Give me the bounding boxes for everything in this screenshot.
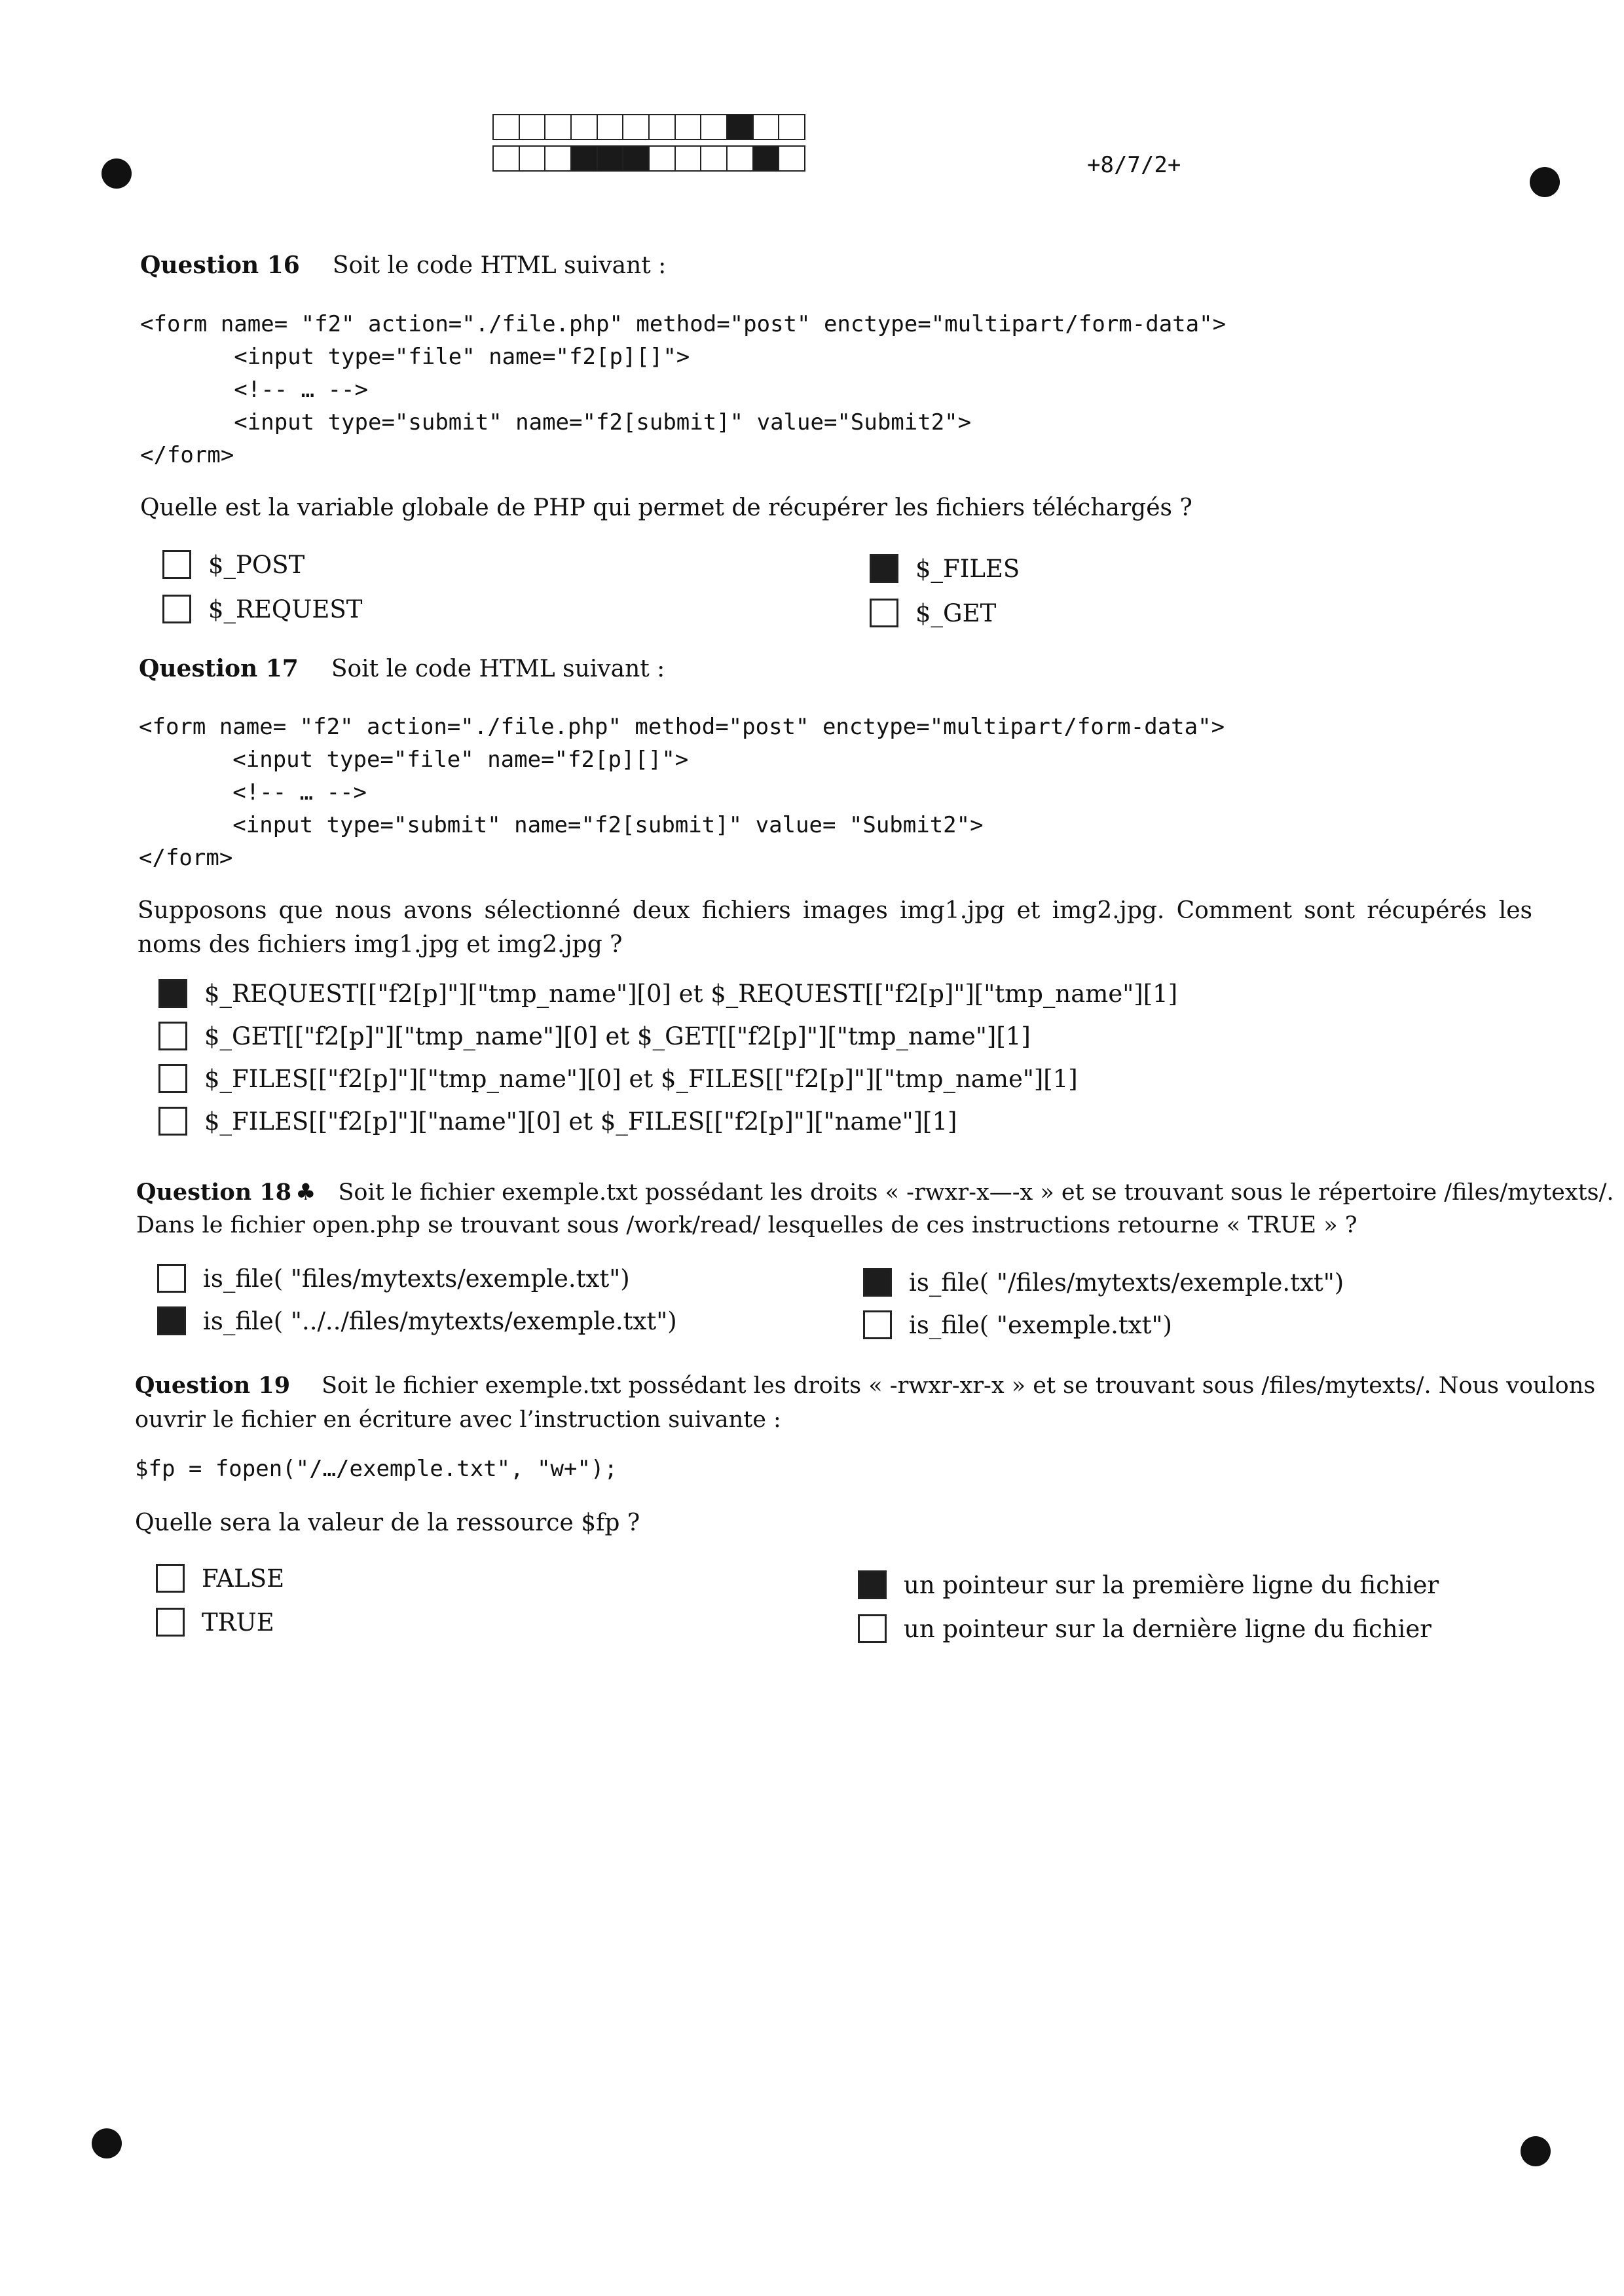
barcode-cell bbox=[650, 147, 676, 170]
checkbox-checked[interactable] bbox=[157, 1306, 186, 1335]
q18-option-absolute[interactable] bbox=[863, 1268, 1344, 1297]
code-line: <form name= "f2" action="./file.php" method="post" enctype="multipart/form-data"> bbox=[140, 311, 1227, 337]
q18-intro-line1: Soit le fichier exemple.txt possédant les droits « -rwxr-x—-x » et se trouvant sous le répertoire /files/mytexts/. bbox=[338, 1179, 1614, 1206]
q19-intro-line2: ouvrir le fichier en écriture avec l’instruction suivante : bbox=[135, 1407, 781, 1433]
checkbox[interactable] bbox=[858, 1614, 887, 1643]
option-label: FALSE bbox=[202, 1564, 285, 1593]
q18-intro-line2: Dans le fichier open.php se trouvant sous /work/read/ lesquelles de ces instructions retourne « TRUE » ? bbox=[136, 1212, 1357, 1238]
sheet-code: +8/7/2+ bbox=[1087, 152, 1181, 178]
q19-intro bbox=[135, 1369, 1595, 1403]
code-line: <!-- … --> bbox=[139, 779, 367, 805]
option-label: $_GET bbox=[915, 599, 997, 627]
q17-option-get[interactable] bbox=[158, 1022, 1031, 1050]
barcode-cell bbox=[650, 115, 676, 139]
option-label: is_file( "exemple.txt") bbox=[909, 1310, 1172, 1339]
q17-label: Question 17 bbox=[139, 655, 299, 682]
registration-mark-top-left bbox=[101, 158, 132, 189]
option-label: $_FILES[["f2[p]"]["name"][0] et $_FILES[["f2[p]"]["name"][1] bbox=[204, 1107, 957, 1136]
q19-question: Quelle sera la valeur de la ressource $fp ? bbox=[135, 1509, 640, 1536]
barcode-cell bbox=[676, 147, 702, 170]
checkbox-checked[interactable] bbox=[158, 979, 187, 1008]
q18-intro bbox=[136, 1176, 1614, 1210]
barcode-cell bbox=[572, 115, 598, 139]
barcode-cell bbox=[728, 147, 754, 170]
option-label: $_GET[["f2[p]"]["tmp_name"][0] et $_GET[["f2[p]"]["tmp_name"][1] bbox=[204, 1022, 1031, 1050]
club-icon: ♣ bbox=[295, 1179, 316, 1206]
checkbox-checked[interactable] bbox=[870, 554, 898, 583]
q19-option-true[interactable] bbox=[156, 1608, 274, 1637]
q19-code: $fp = fopen("/…/exemple.txt", "w+"); bbox=[135, 1456, 618, 1482]
barcode-cell bbox=[520, 147, 546, 170]
checkbox[interactable] bbox=[863, 1310, 892, 1339]
barcode-cell bbox=[779, 147, 804, 170]
barcode-cell bbox=[520, 115, 546, 139]
barcode-cell bbox=[754, 115, 780, 139]
option-label: TRUE bbox=[202, 1608, 274, 1637]
q16-intro: Soit le code HTML suivant : bbox=[332, 252, 667, 279]
q17-question: Supposons que nous avons sélectionné deux fichiers images img1.jpg et img2.jpg. Comment sont récupérés les noms des fichiers img1.jpg et img2.jpg ? bbox=[138, 897, 1532, 958]
registration-mark-top-right bbox=[1530, 167, 1560, 197]
q16-label: Question 16 bbox=[140, 251, 300, 279]
checkbox[interactable] bbox=[162, 550, 191, 579]
checkbox[interactable] bbox=[157, 1264, 186, 1293]
checkbox[interactable] bbox=[156, 1564, 185, 1593]
q16-option-post[interactable] bbox=[162, 550, 304, 579]
q19-option-first-line[interactable] bbox=[858, 1570, 1439, 1599]
barcode-cell bbox=[545, 115, 572, 139]
option-label: $_REQUEST bbox=[208, 595, 363, 623]
option-label: un pointeur sur la première ligne du fichier bbox=[904, 1570, 1439, 1599]
barcode-cell-filled bbox=[598, 147, 624, 170]
code-line: </form> bbox=[139, 845, 233, 871]
checkbox[interactable] bbox=[162, 595, 191, 623]
q16-code bbox=[140, 308, 1226, 472]
q16-option-get[interactable] bbox=[870, 599, 996, 627]
option-label: is_file( "files/mytexts/exemple.txt") bbox=[203, 1264, 630, 1293]
barcode-cell bbox=[701, 147, 728, 170]
barcode-cell bbox=[676, 115, 702, 139]
checkbox-checked[interactable] bbox=[863, 1268, 892, 1297]
barcode-cell bbox=[494, 115, 520, 139]
q17-intro: Soit le code HTML suivant : bbox=[331, 656, 665, 682]
code-line: <form name= "f2" action="./file.php" method="post" enctype="multipart/form-data"> bbox=[139, 714, 1225, 740]
code-line: <input type="file" name="f2[p][]"> bbox=[140, 344, 690, 370]
barcode-cell-filled bbox=[754, 147, 780, 170]
barcode-cell-filled bbox=[728, 115, 754, 139]
code-line: <!-- … --> bbox=[140, 377, 368, 403]
barcode-cell bbox=[598, 115, 624, 139]
option-label: $_REQUEST[["f2[p]"]["tmp_name"][0] et $_REQUEST[["f2[p]"]["tmp_name"][1] bbox=[204, 979, 1178, 1008]
q19-option-false[interactable] bbox=[156, 1564, 284, 1593]
q16-option-files[interactable] bbox=[870, 554, 1020, 583]
q18-label: Question 18 bbox=[136, 1179, 292, 1206]
barcode-cell-filled bbox=[572, 147, 598, 170]
checkbox[interactable] bbox=[158, 1107, 187, 1136]
barcode-cell bbox=[545, 147, 572, 170]
code-line: <input type="submit" name="f2[submit]" value="Submit2"> bbox=[140, 409, 972, 435]
q19-intro-line1: Soit le fichier exemple.txt possédant les droits « -rwxr-xr-x » et se trouvant sous /files/mytexts/. Nous voulons bbox=[322, 1373, 1596, 1399]
checkbox-checked[interactable] bbox=[858, 1570, 887, 1599]
q18-option-local[interactable] bbox=[863, 1310, 1172, 1339]
checkbox[interactable] bbox=[870, 599, 898, 627]
checkbox[interactable] bbox=[156, 1608, 185, 1637]
registration-mark-bottom-left bbox=[92, 2128, 122, 2158]
q18-option-relative[interactable] bbox=[157, 1264, 630, 1293]
barcode-cell-filled bbox=[623, 147, 650, 170]
registration-mark-bottom-right bbox=[1521, 2136, 1551, 2166]
barcode-row-2 bbox=[492, 145, 805, 172]
code-line: </form> bbox=[140, 442, 234, 468]
q19-label: Question 19 bbox=[135, 1372, 291, 1399]
q16-option-request[interactable] bbox=[162, 595, 362, 623]
barcode-row-1 bbox=[492, 114, 805, 140]
q17-option-request[interactable] bbox=[158, 979, 1177, 1008]
checkbox[interactable] bbox=[158, 1022, 187, 1050]
barcode-cell bbox=[623, 115, 650, 139]
code-line: <input type="submit" name="f2[submit]" value= "Submit2"> bbox=[139, 812, 984, 838]
code-line: <input type="file" name="f2[p][]"> bbox=[139, 747, 689, 773]
option-label: is_file( "/files/mytexts/exemple.txt") bbox=[909, 1268, 1344, 1297]
barcode-cell bbox=[779, 115, 804, 139]
option-label: is_file( "../../files/mytexts/exemple.txt") bbox=[203, 1306, 677, 1335]
q19-option-last-line[interactable] bbox=[858, 1614, 1431, 1643]
q17-header bbox=[139, 655, 665, 682]
q17-option-files-tmp[interactable] bbox=[158, 1064, 1078, 1093]
q16-header bbox=[140, 251, 666, 279]
barcode-cell bbox=[701, 115, 728, 139]
option-label: $_FILES[["f2[p]"]["tmp_name"][0] et $_FILES[["f2[p]"]["tmp_name"][1] bbox=[204, 1064, 1078, 1093]
option-label: $_POST bbox=[208, 550, 305, 579]
option-label: un pointeur sur la dernière ligne du fichier bbox=[904, 1614, 1431, 1643]
barcode-cell bbox=[494, 147, 520, 170]
q17-option-files-name[interactable] bbox=[158, 1107, 957, 1136]
option-label: $_FILES bbox=[915, 554, 1020, 583]
q16-question: Quelle est la variable globale de PHP qui permet de récupérer les fichiers téléchargés ? bbox=[140, 494, 1192, 521]
q17-code bbox=[139, 711, 1225, 874]
checkbox[interactable] bbox=[158, 1064, 187, 1093]
q18-option-parent[interactable] bbox=[157, 1306, 677, 1335]
